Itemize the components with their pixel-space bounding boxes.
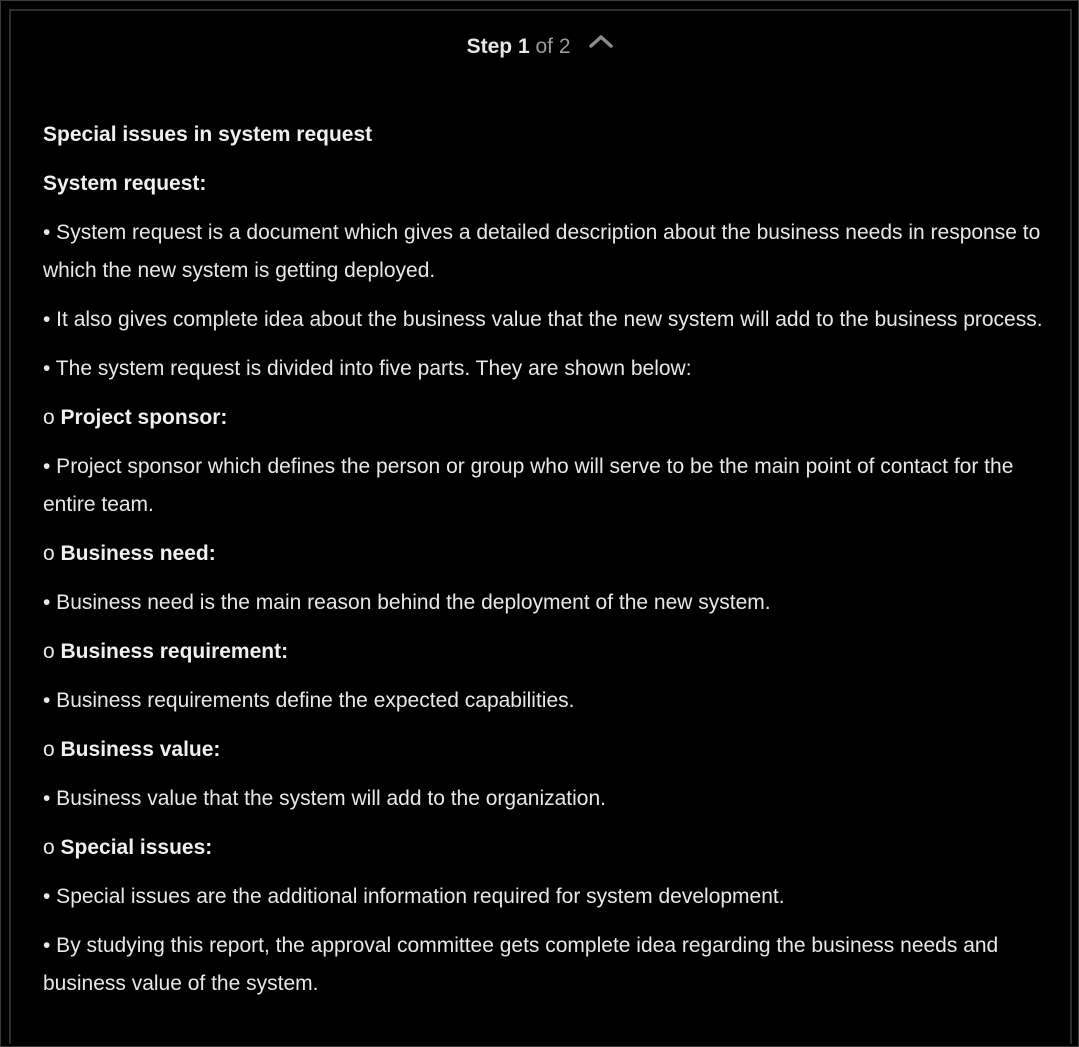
chevron-up-icon[interactable] xyxy=(588,31,614,55)
subheading-business-value: o Business value: xyxy=(43,738,221,761)
step-label: Step xyxy=(466,35,513,58)
section-title: Special issues in system request xyxy=(43,123,373,146)
solution-panel xyxy=(9,9,1072,1044)
subheading-special-issues: o Special issues: xyxy=(43,836,213,859)
subheading-project-sponsor: o Project sponsor: xyxy=(43,406,228,429)
solution-content xyxy=(43,116,1043,1014)
paragraph: • Business requirements define the expected capabilities. xyxy=(43,689,575,712)
paragraph: • Business need is the main reason behind the deployment of the new system. xyxy=(43,591,771,614)
paragraph: • System request is a document which gives a detailed description about the business needs in response to which the new system is getting deployed. xyxy=(43,221,1041,282)
paragraph: • Special issues are the additional information required for system development. xyxy=(43,885,785,908)
paragraph: • It also gives complete idea about the business value that the new system will add to the business process. xyxy=(43,308,1043,331)
step-current: 1 xyxy=(517,35,530,58)
step-header xyxy=(11,35,1070,59)
paragraph: • By studying this report, the approval committee gets complete idea regarding the business needs and business value of the system. xyxy=(43,934,999,995)
subheading-business-requirement: o Business requirement: xyxy=(43,640,289,663)
paragraph: • Project sponsor which defines the person or group who will serve to be the main point of contact for the entire team. xyxy=(43,455,1014,516)
step-total: of 2 xyxy=(535,35,571,58)
paragraph: • The system request is divided into five parts. They are shown below: xyxy=(43,357,692,380)
paragraph: • Business value that the system will add to the organization. xyxy=(43,787,606,810)
subheading-business-need: o Business need: xyxy=(43,542,216,565)
section-subtitle: System request: xyxy=(43,172,207,195)
